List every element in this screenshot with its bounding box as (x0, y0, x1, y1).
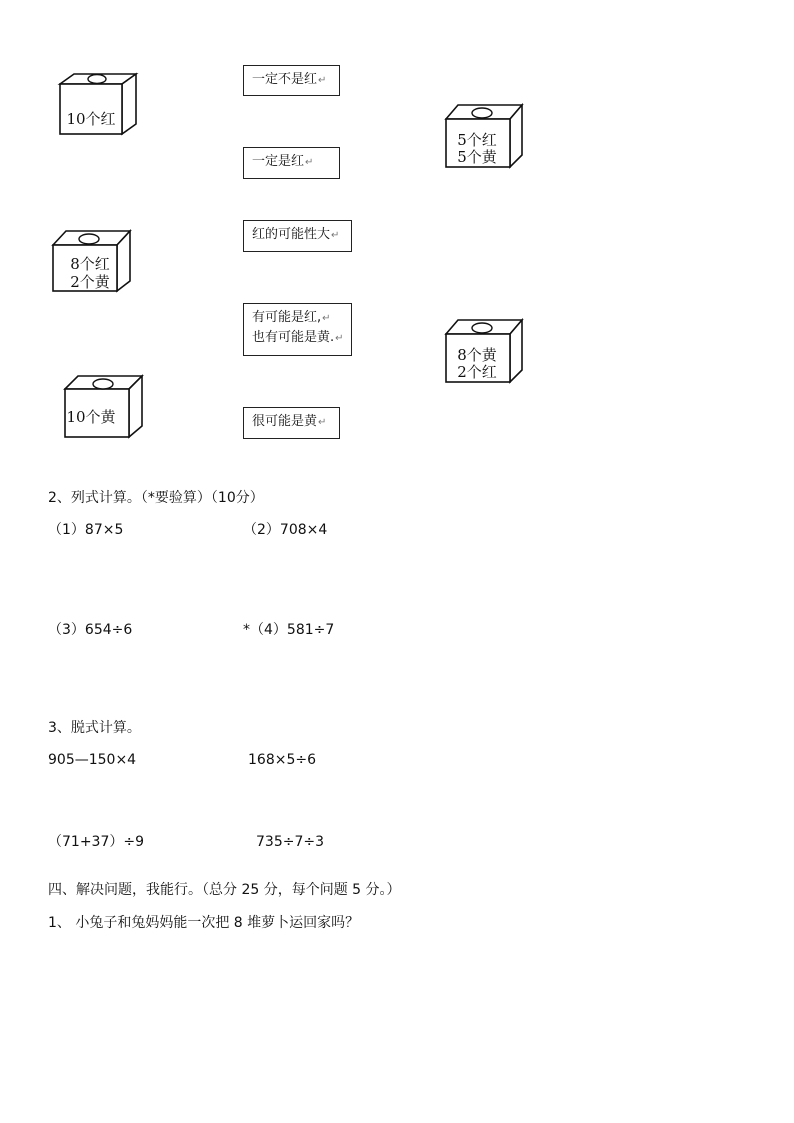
box-5-red-5-yellow (442, 103, 528, 171)
box-label-line: 2个黄 (70, 273, 110, 291)
box-10-yellow (62, 374, 148, 442)
box-hole-icon (472, 323, 492, 333)
option-label: 也有可能是黄. (252, 330, 335, 345)
return-mark-icon: ↵ (305, 157, 314, 168)
option-label: 一定不是红 (252, 72, 318, 87)
return-mark-icon: ↵ (318, 75, 327, 86)
option-label: 有可能是红, (252, 310, 322, 325)
word-problem-1: 1、 小兔子和兔妈妈能一次把 8 堆萝卜运回家吗？ (48, 915, 360, 931)
section3-title: 3、脱式计算。 (48, 720, 141, 736)
option-definitely-red[interactable] (243, 147, 340, 179)
option-label: 很可能是黄 (252, 414, 318, 429)
box-8-red-2-yellow (50, 228, 140, 296)
problem-2: （2）708×4 (243, 522, 328, 538)
box-hole-icon (88, 75, 106, 84)
box-label-line: 5个红 (457, 131, 497, 149)
problem-3: （3）654÷6 (48, 622, 133, 638)
option-likely-yellow[interactable] (243, 407, 340, 439)
box-label-line: 8个黄 (457, 346, 497, 364)
section2-title: 2、列式计算。（*要验算）（10分） (48, 490, 264, 506)
box-label-line: 10个黄 (66, 408, 116, 426)
box-label-line: 2个红 (457, 363, 497, 381)
option-definitely-not-red[interactable] (243, 65, 340, 96)
box-label-line: 5个黄 (457, 148, 497, 166)
calc-4: 735÷7÷3 (256, 834, 324, 850)
option-label: 一定是红 (252, 154, 305, 169)
return-mark-icon: ↵ (322, 313, 331, 324)
box-8-yellow-2-red (442, 318, 528, 386)
calc-1: 905—150×4 (48, 752, 137, 768)
calc-2: 168×5÷6 (248, 752, 316, 768)
problem-1: （1）87×5 (48, 522, 124, 538)
return-mark-icon: ↵ (331, 230, 340, 241)
calc-3: （71+37）÷9 (48, 834, 144, 850)
option-label: 红的可能性大 (252, 227, 331, 242)
option-maybe-red-maybe-yellow[interactable] (243, 303, 352, 356)
box-10-red (52, 72, 142, 140)
problem-4: *（4）581÷7 (243, 622, 335, 638)
return-mark-icon: ↵ (318, 417, 327, 428)
box-label-line: 10个红 (66, 110, 116, 128)
section4-title: 四、解决问题，我能行。（总分 25 分，每个问题 5 分。） (48, 882, 401, 898)
box-hole-icon (472, 108, 492, 118)
option-red-more-likely[interactable] (243, 220, 352, 252)
return-mark-icon: ↵ (335, 333, 344, 344)
box-hole-icon (79, 234, 99, 244)
box-hole-icon (93, 379, 113, 389)
box-label-line: 8个红 (70, 255, 110, 273)
